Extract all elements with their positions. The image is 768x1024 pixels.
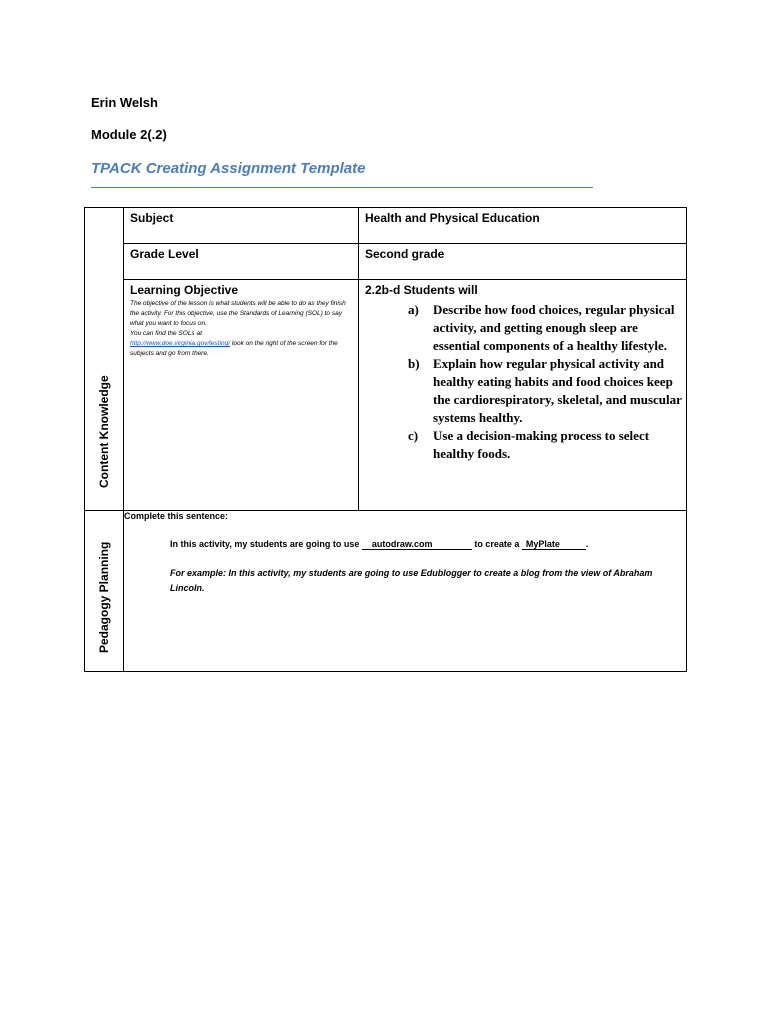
subject-value: Health and Physical Education xyxy=(365,211,540,225)
list-marker: b) xyxy=(408,356,420,372)
grade-label-cell xyxy=(124,244,359,280)
tpack-table xyxy=(84,207,687,672)
example-label: For example xyxy=(170,568,224,578)
subject-value-cell[interactable] xyxy=(359,208,687,244)
list-item-text: Use a decision-making process to select healthy foods. xyxy=(433,428,650,462)
objective-label-cell xyxy=(124,280,359,511)
sentence-end: . xyxy=(585,539,589,549)
content-knowledge-label: Content Knowledge xyxy=(97,375,111,488)
list-item-text: Explain how regular physical activity and healthy eating habits and food choices keep the cardiorespiratory, skeletal, and muscular systems healthy. xyxy=(433,356,682,426)
list-item-text: Describe how food choices, regular physical activity, and getting enough sleep are essential components of a healthy lifestyle. xyxy=(433,302,675,354)
content-knowledge-section xyxy=(85,208,124,511)
title-underline xyxy=(91,187,593,188)
grade-label: Grade Level xyxy=(130,247,199,262)
list-item xyxy=(408,355,686,427)
tool-blank[interactable]: autodraw.com xyxy=(362,539,472,550)
sol-link[interactable]: http://www.doe.virginia.gov/testing/ xyxy=(130,340,231,348)
pedagogy-row xyxy=(85,511,687,672)
list-item xyxy=(408,301,686,355)
pedagogy-planning-label: Pedagogy Planning xyxy=(97,541,111,653)
pedagogy-example xyxy=(170,566,676,596)
example-text: : In this activity, my students are going to use Edublogger to create a blog from the view of Abraham Lincoln. xyxy=(170,568,653,593)
objective-row xyxy=(85,280,687,511)
objective-help-line: You can find the SOLs at xyxy=(130,330,202,338)
objective-heading: 2.2b-d Students will xyxy=(365,283,478,298)
author-name: Erin Welsh xyxy=(91,95,158,110)
objective-value-cell[interactable] xyxy=(359,280,687,511)
pedagogy-sentence xyxy=(170,539,686,550)
page-title: TPACK Creating Assignment Template xyxy=(91,160,366,177)
grade-value-cell[interactable] xyxy=(359,244,687,280)
pedagogy-planning-section xyxy=(85,511,124,672)
list-marker: c) xyxy=(408,428,419,444)
product-blank[interactable]: MyPlate xyxy=(522,539,586,550)
sentence-part: In this activity, my students are going to use xyxy=(170,539,362,549)
grade-value: Second grade xyxy=(365,247,445,262)
pedagogy-instruction: Complete this sentence: xyxy=(124,511,229,521)
grade-row xyxy=(85,244,687,280)
pedagogy-cell[interactable] xyxy=(124,511,687,672)
objective-list xyxy=(359,301,686,463)
subject-label: Subject xyxy=(130,211,174,225)
subject-label-cell xyxy=(124,208,359,244)
objective-label: Learning Objective xyxy=(130,283,239,298)
objective-help-text xyxy=(124,297,358,359)
subject-row xyxy=(85,208,687,244)
objective-help-line: The objective of the lesson is what students will be able to do as they finish the activity. For this objective, use the Standards of Learning (SOL) to say what you want to focus on. xyxy=(130,300,346,328)
sentence-part: to create a xyxy=(471,539,522,549)
list-item xyxy=(408,427,686,463)
list-marker: a) xyxy=(408,302,419,318)
module-number: Module 2(.2) xyxy=(91,127,167,142)
objective-help-line: look on the right of the screen for the subjects and go from there. xyxy=(130,340,338,358)
